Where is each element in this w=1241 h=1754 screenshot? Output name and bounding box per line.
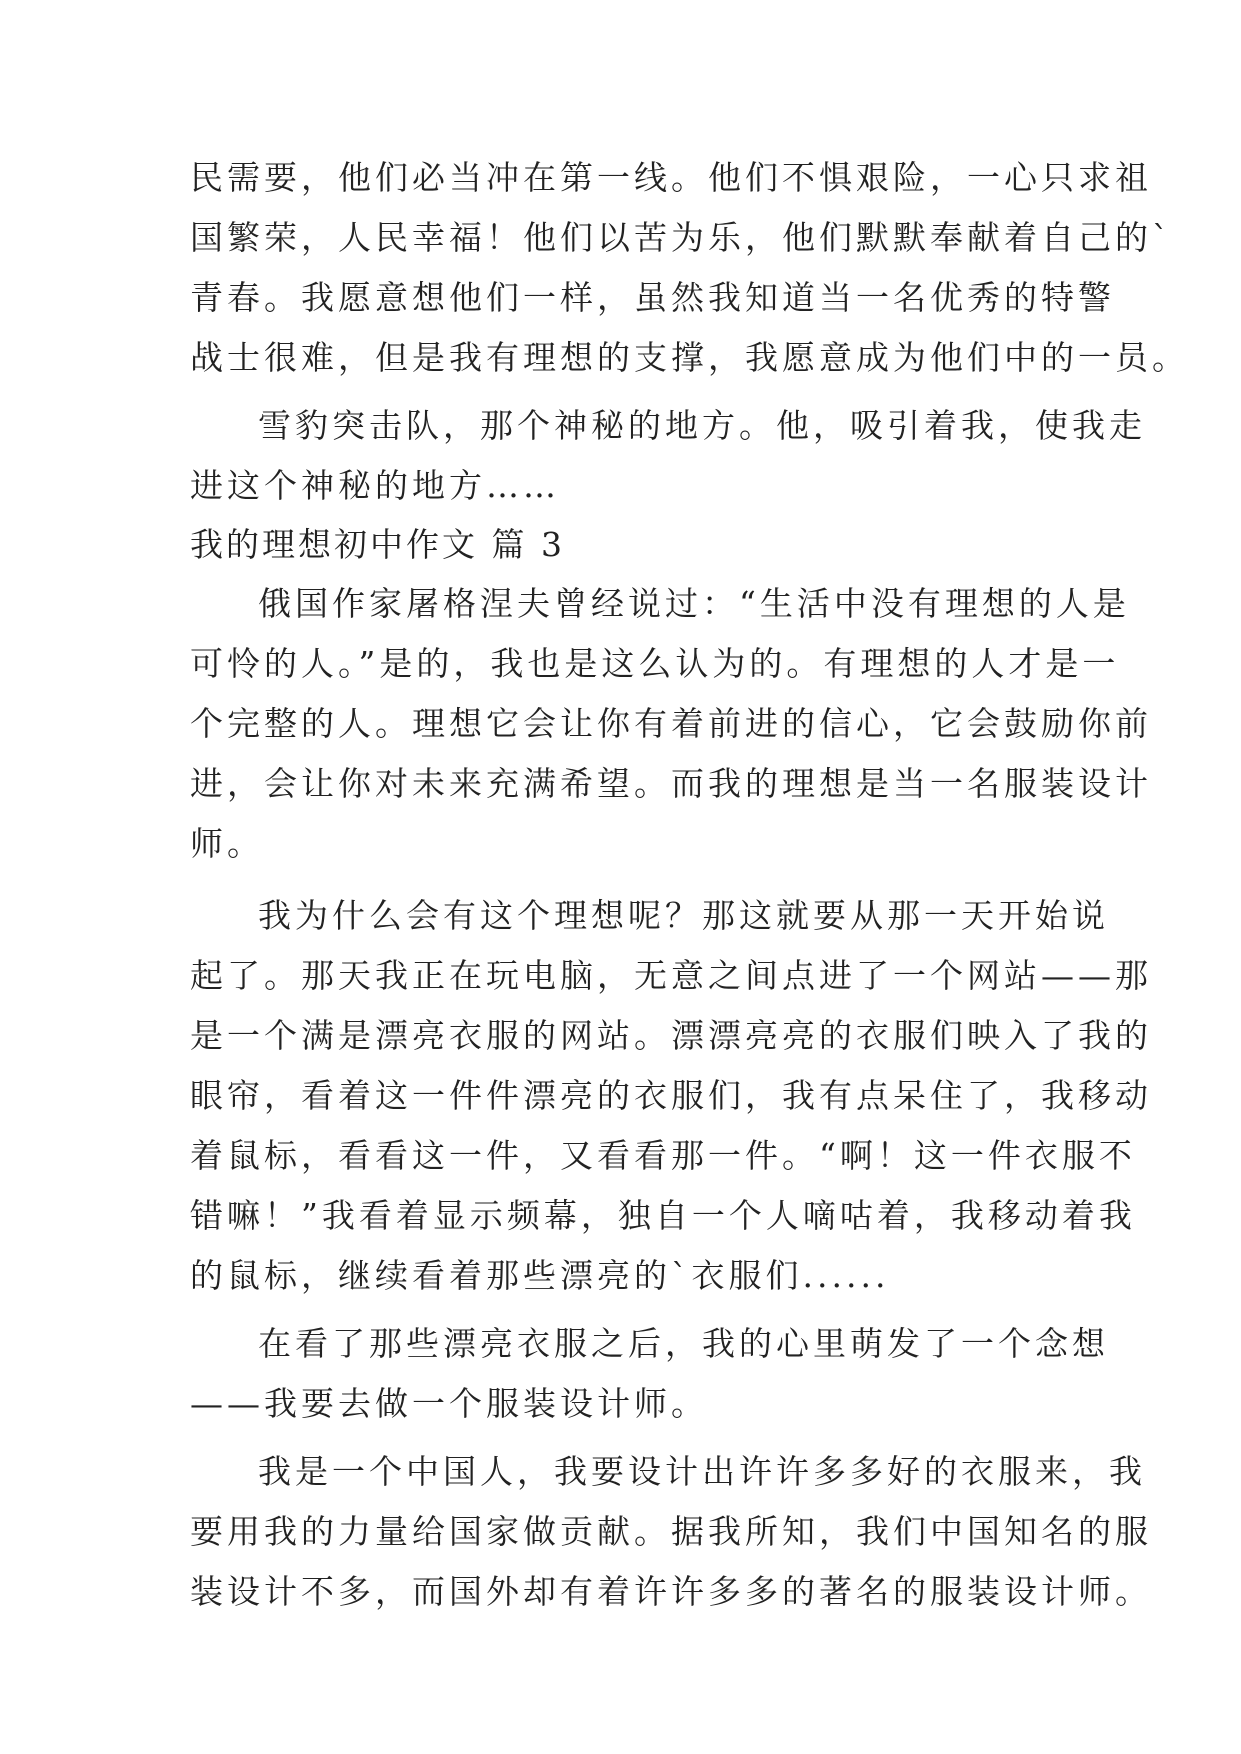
- paragraph-line: 起了。那天我正在玩电脑，无意之间点进了一个网站——那: [190, 956, 1152, 995]
- paragraph-line: 错嘛！”我看着显示频幕，独自一个人嘀咕着，我移动着我: [190, 1196, 1136, 1235]
- document-body: [190, 148, 1189, 1622]
- paragraph-line: 是一个满是漂亮衣服的网站。漂漂亮亮的衣服们映入了我的: [190, 1016, 1152, 1055]
- paragraph-line: ——我要去做一个服装设计师。: [190, 1384, 708, 1423]
- paragraph-line: 进这个神秘的地方……: [190, 466, 560, 505]
- paragraph-line: 进，会让你对未来充满希望。而我的理想是当一名服装设计: [190, 764, 1152, 803]
- paragraph-line: 雪豹突击队，那个神秘的地方。他，吸引着我，使我走: [258, 406, 1146, 445]
- paragraph-line: 国繁荣，人民幸福！他们以苦为乐，他们默默奉献着自己的`: [190, 218, 1173, 257]
- paragraph-line: 要用我的力量给国家做贡献。据我所知，我们中国知名的服: [190, 1512, 1152, 1551]
- section-heading: 我的理想初中作文 篇 3: [190, 525, 565, 564]
- paragraph-line: 我是一个中国人，我要设计出许许多多好的衣服来，我: [258, 1452, 1146, 1491]
- paragraph-line: 可怜的人。”是的，我也是这么认为的。有理想的人才是一: [190, 644, 1120, 683]
- paragraph-line: 着鼠标，看看这一件，又看看那一件。“啊！这一件衣服不: [190, 1136, 1136, 1175]
- paragraph-line: 俄国作家屠格涅夫曾经说过：“生活中没有理想的人是: [258, 584, 1130, 623]
- paragraph-line: 装设计不多，而国外却有着许许多多的著名的服装设计师。: [190, 1572, 1152, 1611]
- paragraph-line: 我为什么会有这个理想呢？那这就要从那一天开始说: [258, 896, 1109, 935]
- paragraph-line: 青春。我愿意想他们一样，虽然我知道当一名优秀的特警: [190, 278, 1115, 317]
- paragraph-line: 民需要，他们必当冲在第一线。他们不惧艰险，一心只求祖: [190, 158, 1152, 197]
- paragraph-line: 在看了那些漂亮衣服之后，我的心里萌发了一个念想: [258, 1324, 1109, 1363]
- paragraph-line: 战士很难，但是我有理想的支撑，我愿意成为他们中的一员。: [190, 338, 1189, 377]
- paragraph-line: 个完整的人。理想它会让你有着前进的信心，它会鼓励你前: [190, 704, 1152, 743]
- paragraph-line: 师。: [190, 824, 264, 863]
- paragraph-line: 眼帘，看着这一件件漂亮的衣服们，我有点呆住了，我移动: [190, 1076, 1152, 1115]
- paragraph-line: 的鼠标，继续看着那些漂亮的`衣服们......: [190, 1256, 890, 1295]
